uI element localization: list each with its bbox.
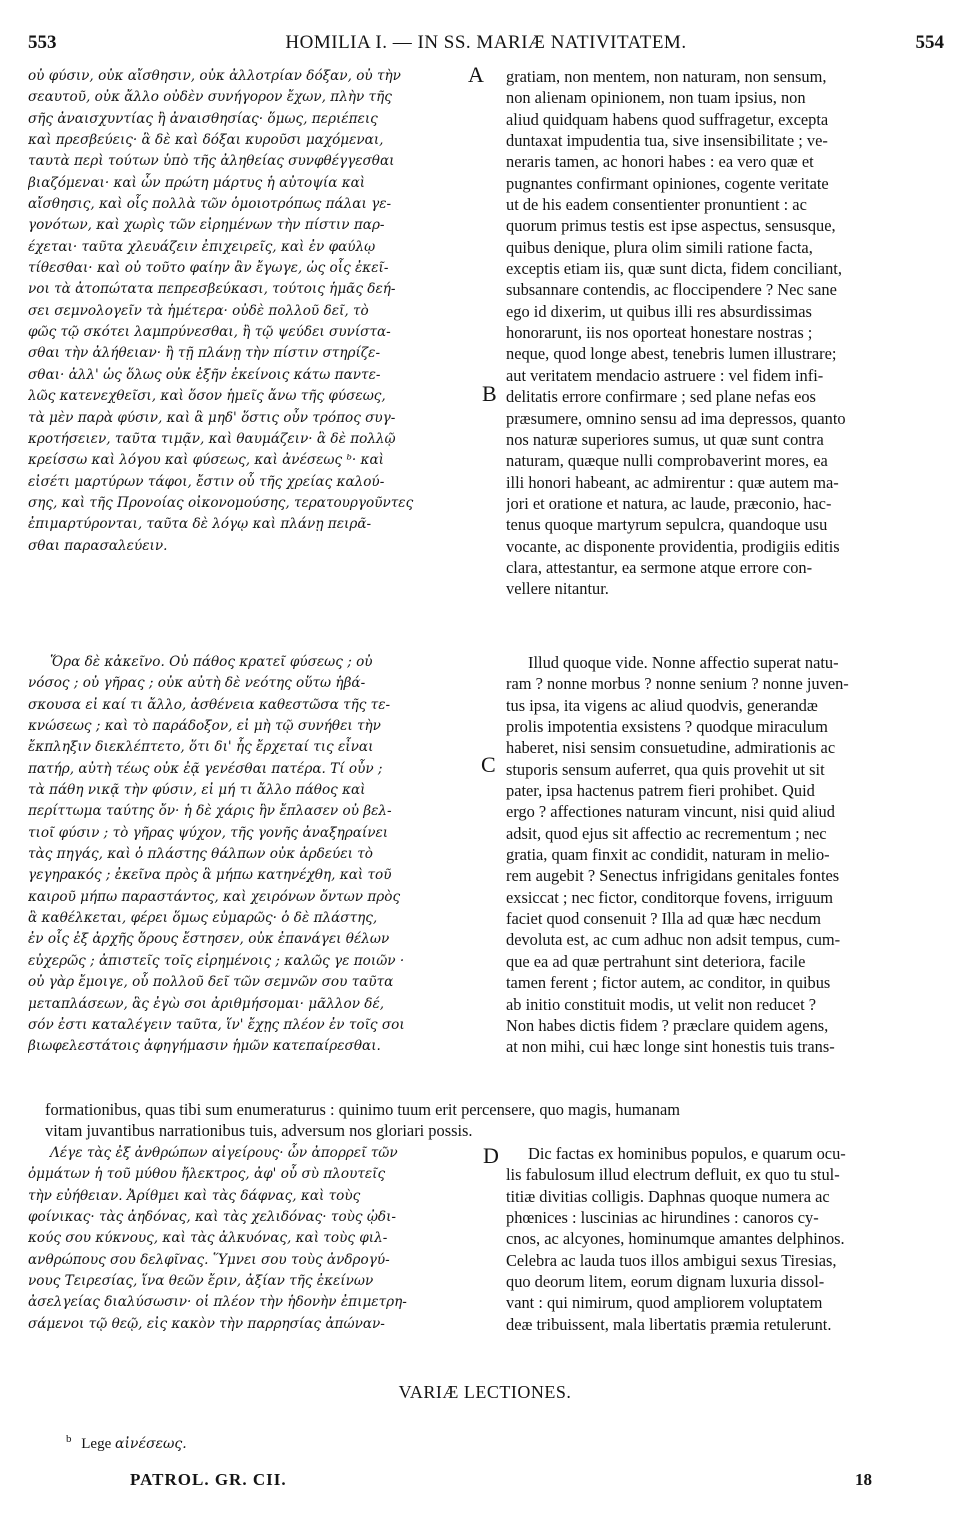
variae-lectiones-heading: VARIÆ LECTIONES. [398, 1382, 572, 1402]
text-line: ego id dixerim, ut quibus illi res absurdissimas [506, 301, 812, 321]
text-line: ram ? nonne morbus ? nonne senium ? nonne juven- [506, 674, 849, 694]
page-header [28, 32, 944, 58]
full-width-line: vitam juvantibus narrationibus tuis, adversum nos gloriari possis. [45, 1121, 473, 1141]
text-line: nos naturæ superiores sumus, ut quæ sunt contra [506, 429, 824, 449]
text-line: τὰς πηγάς, καὶ ὁ πλάστης θάλπων οὐκ ἀρδεύει τὸ [28, 846, 373, 863]
text-line: έχεται· ταῦτα χλευάζειν ἐπιχειρεῖς, καὶ ἐν φαύλῳ [28, 238, 376, 255]
text-line: ab initio constituit modis, ut velit non reducet ? [506, 994, 817, 1014]
text-line: pater, ipsa hactenus patrem fieri prohibet. Quid [506, 781, 815, 801]
text-line: non alienam opinionem, non tuam ipsius, non [506, 88, 806, 108]
text-line: neraris tamen, ac honori habes : ea vero quæ et [506, 152, 814, 172]
section-marker-d: D [483, 1143, 499, 1168]
greek-column-section-3 [28, 1143, 490, 1335]
text-line: σει σεμνολογεῖν τὰ ἡμέτερα· οὐδὲ πολλοῦ δεῖ, τὸ [28, 302, 369, 319]
text-line: ἐν οἷς ἐξ ἀρχῆς ὅρους ἔστησεν, οὐκ ἐπανάγει θέλων [28, 931, 390, 948]
text-line: αἴσθησις, καὶ οἷς πολλὰ τῶν ὁμοιοτρόπως πάλαι γε- [28, 196, 392, 213]
text-line: κνώσεως ; καὶ τὸ παράδοξον, εἰ μὴ τῷ συνήθει τὴν [28, 718, 381, 735]
greek-column-section-1 [28, 66, 490, 557]
text-line: Celebra ac lauda tuos illos ambigui sexus Tiresias, [506, 1250, 837, 1270]
latin-column-section-2 [506, 652, 944, 1058]
text-line: σκουσα εἰ καί τι ἄλλο, ἀσθένεια καθεστῶσα τῆς τε- [28, 696, 391, 713]
running-title: HOMILIA I. — IN SS. MARIÆ NATIVITATEM. [285, 32, 687, 53]
text-line: tamen ferent ; fictor autem, ac conditor, in quibus [506, 973, 831, 993]
text-line: σθαι παρασαλεύειν. [28, 537, 168, 554]
text-line: Dic factas ex hominibus populos, e quarum ocu- [528, 1144, 846, 1163]
text-line: βιωφελεστάτοις ἀφηγήμασιν ἡμῶν κατεπαίρεσθαι. [28, 1038, 381, 1055]
text-line: tenus quoque martyrum sepulcra, quandoque usu [506, 515, 828, 535]
right-page-number: 554 [915, 32, 944, 53]
text-line: Ὅρα δὲ κἀκεῖνο. Οὐ πάθος κρατεῖ φύσεως ; οὐ [50, 654, 373, 670]
text-line: pugnantes confirmant opiniones, cogente veritate [506, 173, 829, 193]
text-line: καιροῦ μήπω παραστάντος, καὶ χειρόνων ὄντων πρὸς [28, 888, 401, 905]
text-line: naturam, quæque nulli comprobaverint mores, ea [506, 451, 828, 471]
text-line: ὀμμάτων ἡ τοῦ μύθου ἤλεκτρος, ἀφ' οὗ σὺ πλουτεῖς [28, 1166, 386, 1183]
text-line: σθαι τὴν ἀλήθειαν· ἢ τῇ πλάνῃ τὴν πίστιν στηρίζε- [28, 345, 381, 362]
text-line: aliud quidquam habens quod suffragetur, excepta [506, 109, 829, 129]
text-line: τὰ μὲν παρὰ φύσιν, καὶ ἃ μηδ' ὅστις οὖν τρόπος συγ- [28, 409, 396, 426]
text-line: φοίνικας· τὰς ἀηδόνας, καὶ τὰς χελιδόνας· τοὺς ᾠδι- [28, 1209, 397, 1226]
text-line: φῶς τῷ σκότει λαμπρύνεσθαι, ἢ τῷ ψεύδει συνίστα- [28, 324, 391, 341]
text-line: ἔκπληξιν διεκλέπτετο, ὅτι δι' ἧς ἔρχεταί τις εἶναι [28, 739, 374, 756]
text-line: jori et oratione et natura, ac laude, præconio, hac- [506, 493, 832, 513]
text-line: exceptis etiam iis, quæ sunt dicta, fidem conciliant, [506, 259, 842, 279]
text-line: cnos, ac alcyones, hominumque amantes delphinos. [506, 1229, 845, 1249]
text-line: prolis impotentia exsistens ? quodque miraculum [506, 717, 828, 737]
text-line: σῆς ἀναισχυντίας ἢ ἀναισθησίας· ὅμως, περιέπεις [28, 110, 378, 127]
text-line: clara, attestantur, ea sermone atque errore con- [506, 557, 813, 577]
text-line: faciet quod consenuit ? Illa ad quæ hæc necdum [506, 909, 821, 929]
gathering-number: 18 [855, 1470, 872, 1489]
text-line: εὐχερῶς ; ἀπιστεῖς τοῖς εἰρημένοις ; καλῶς γε ποιῶν · [28, 952, 405, 969]
volume-signature: PATROL. GR. CII. [130, 1470, 287, 1489]
full-width-continuation [45, 1099, 945, 1142]
left-page-number: 553 [28, 32, 57, 53]
text-line: γονότων, καὶ χωρὶς τῶν εἰρημένων τὴν πίστιν παρ- [28, 217, 385, 234]
text-line: quibus denique, plura olim simili ratione facta, [506, 237, 813, 257]
text-line: τίθεσθαι· καὶ οὐ τοῦτο φαίην ἂν ἔγωγε, ὡς οἷς ἐκεῖ- [28, 260, 389, 277]
text-line: σης, καὶ τῆς Προνοίας οἰκονομούσης, τερατουργοῦντες [28, 494, 414, 511]
text-line: σόν ἐστι καταλέγειν ταῦτα, ἵν' ἔχῃς πλέον ἐν τοῖς σοι [28, 1016, 405, 1033]
text-line: stuporis sensum auferret, qua quis provehit ut sit [506, 759, 825, 779]
text-line: οὐ φύσιν, οὐκ αἴσθησιν, οὐκ ἀλλοτρίαν δόξαν, οὐ τὴν [28, 68, 401, 84]
text-line: quorum primus testis est ipse aspectus, sensusque, [506, 216, 836, 236]
text-line: at non mihi, cui hæc longe sint honestis tuis trans- [506, 1037, 835, 1057]
text-line: τὴν εὐήθειαν. Ἀρίθμει καὶ τὰς δάφνας, καὶ τοὺς [28, 1187, 361, 1204]
text-line: νοι τὰ ἀτοπώτατα πεπρεσβεύκασι, τούτοις ἡμᾶς δεή- [28, 281, 396, 298]
text-line: ergo ? affectiones naturam vincunt, nisi quid aliud [506, 802, 835, 822]
text-line: que ea ad quæ pertrahunt sint deteriora, facile [506, 951, 806, 971]
text-line: σεαυτοῦ, οὐκ ἄλλο οὐδὲν συνήγορον ἔχων, πλὴν τῆς [28, 89, 392, 106]
text-line: κροτήσειεν, ταῦτα τιμᾷν, καὶ θαυμάζειν· ἃ δὲ πολλῷ [28, 430, 396, 447]
text-line: vant : qui nimirum, quod ampliorem voluptatem [506, 1293, 823, 1313]
text-line: titiæ divitias colligis. Daphnas quoque numera ac [506, 1186, 830, 1206]
full-width-line: formationibus, quas tibi sum enumeraturus : quinimo tuum erit percensere, quo magis, humanam [45, 1100, 681, 1119]
text-line: εἰσέτι μαρτύρων τάφοι, ἔστιν οὗ τῆς χρείας καλού- [28, 473, 385, 490]
footnote-mark: b [66, 1433, 72, 1445]
greek-column-section-2 [28, 652, 490, 1058]
text-line: illi honori habeant, ac admirentur : quæ autem ma- [506, 472, 839, 492]
text-line: νους Τειρεσίας, ἵνα θεῶν ἔριν, ἀξίαν τῆς ἐκείνων [28, 1273, 374, 1290]
text-line: ταυτὰ περὶ τούτων ὑπὸ τῆς ἀληθείας συνφθέγγεσθαι [28, 153, 395, 170]
text-line: ἃ καθέλκεται, φέρει ὅμως εὐμαρῶς· ὁ δὲ πλάστης, [28, 910, 378, 927]
text-line: τιοῖ φύσιν ; τὸ γῆρας ψύχον, τῆς γονῆς ἀναξηραίνει [28, 824, 389, 841]
text-line: Λέγε τὰς ἐξ ἀνθρώπων αἰγείρους· ὧν ἀπορρεῖ τῶν [50, 1145, 398, 1161]
text-line: deæ tribuissent, mala libertatis præmia retulerunt. [506, 1314, 832, 1334]
text-line: phœnices : luscinias ac hirundines : canoros cy- [506, 1208, 819, 1228]
text-line: περίττωμα ταύτης ὄν· ἡ δὲ χάρις ἣν ἔπλασεν οὐ βελ- [28, 803, 392, 820]
text-line: haberet, nisi sensim consuetudine, admirationis ac [506, 738, 836, 758]
text-line: quo deorum litem, eorum dignam luxuria dissol- [506, 1272, 825, 1292]
text-line: exsiccat ; nec fictor, conditorque fovens, irriguum [506, 887, 834, 907]
section-marker-a: A [468, 62, 484, 87]
text-line: βιαζόμεναι· καὶ ὧν πρώτη μάρτυς ἡ αὐτοψία καὶ [28, 174, 366, 191]
text-line: τὰ πάθη νικᾷ τὴν φύσιν, εἰ μή τι ἄλλο πάθος καὶ [28, 782, 366, 799]
text-line: rem augebit ? Senectus infrigidans genitales fontes [506, 866, 840, 886]
text-line: subsannare contendis, ac floccipendere ? Nec sane [506, 280, 837, 300]
text-line: vellere nitantur. [506, 579, 609, 599]
text-line: νόσος ; οὐ γῆρας ; οὐκ αὐτὴ δὲ νεότης οὕτω ἡβά- [28, 675, 366, 692]
text-line: lis fabulosum illud electrum defluit, ex quo tu stul- [506, 1165, 840, 1185]
footnote-text: Lege [81, 1436, 112, 1452]
text-line: κούς σου κύκνους, καὶ τὰς ἀλκυόνας, καὶ τοὺς φιλ- [28, 1230, 388, 1247]
text-line: οὐ γὰρ ἔμοιγε, οὗ πολλοῦ δεῖ τῶν σεμνῶν σου ταῦτα [28, 974, 394, 991]
text-line: tus ipsa, ita vigens ac aliud quodvis, generandæ [506, 695, 818, 715]
text-line: λῶς κατενεχθεῖσι, καὶ ὅσον ἡμεῖς ἄνω τῆς φύσεως, [28, 388, 386, 405]
text-line: πατήρ, αὐτὴ τέως οὐκ ἐᾷ γενέσθαι πατέρα. Τί οὖν ; [28, 760, 383, 777]
latin-column-section-1 [506, 66, 944, 600]
text-line: delitatis errore confirmare ; sed plane nefas eos [506, 387, 816, 407]
text-line: ut de his eadem consentienter pronuntient : ac [506, 195, 807, 215]
text-line: σθαι· ἀλλ' ὡς ὅλως οὐκ ἐξῆν ἐκείνοις κάτω παντε- [28, 366, 381, 383]
text-line: gratiam, non mentem, non naturam, non sensum, [506, 67, 827, 86]
text-line: devoluta est, ac cum adhuc non adsit tempus, cum- [506, 930, 841, 950]
text-line: neque, quod longe abest, tenebris lumen illustrare; [506, 344, 837, 364]
latin-column-section-3 [506, 1143, 944, 1335]
text-line: Non habes dictis fidem ? præclare quidem agens, [506, 1015, 829, 1035]
text-line: honorarunt, iis nos oporteat honestare nostras ; [506, 323, 813, 343]
text-line: duntaxat impudentia tua, sive insensibilitate ; ve- [506, 131, 828, 151]
text-line: adsit, quod ejus sit affectio ac recrementum ; nec [506, 823, 827, 843]
section-marker-c: C [481, 752, 496, 777]
text-line: καὶ πρεσβεύεις· ἃ δὲ καὶ δόξαι κυροῦσι μαχόμεναι, [28, 132, 384, 149]
text-line: ανθρώπους σου δελφῖνας. Ὕμνει σου τοὺς ἀνδρογύ- [28, 1251, 390, 1268]
text-line: aut veritatem mendacio astruere : vel fidem infi- [506, 365, 824, 385]
text-line: σάμενοι τῷ θεῷ, εἰς κακὸν τὴν παρρησίας ἀπώναν- [28, 1315, 385, 1332]
text-line: præsumere, omnino sensu ad ima depressos, quanto [506, 408, 846, 428]
text-line: ἀσελγείας διαλύσωσιν· οἱ πλέον τὴν ἡδονὴν ἐπιμετρη- [28, 1294, 407, 1311]
text-line: Illud quoque vide. Nonne affectio superat natu- [528, 653, 839, 672]
text-line: gratia, quam finxit ac condidit, naturam in melio- [506, 845, 830, 865]
text-line: γεγηρακός ; ἐκεῖνα πρὸς ἃ μήπω κατηνέχθη, καὶ τοῦ [28, 867, 392, 884]
footnote-greek-word: αἰνέσεως. [114, 1436, 187, 1452]
text-line: vocante, ac disponente providentia, prodigiis editis [506, 536, 840, 556]
text-line: ἐπιμαρτύρονται, ταῦτα δὲ λόγῳ καὶ πλάνῃ πειρᾶ- [28, 516, 372, 533]
text-line: κρείσσω καὶ λόγου καὶ φύσεως, καὶ ἀνέσεως ᵇ· καὶ [28, 452, 384, 469]
text-line: μεταπλάσεων, ἃς ἐγὼ σοι ἀριθμήσομαι· μᾶλλον δέ, [28, 995, 385, 1012]
footnote [66, 1433, 187, 1453]
section-marker-b: B [482, 381, 497, 406]
